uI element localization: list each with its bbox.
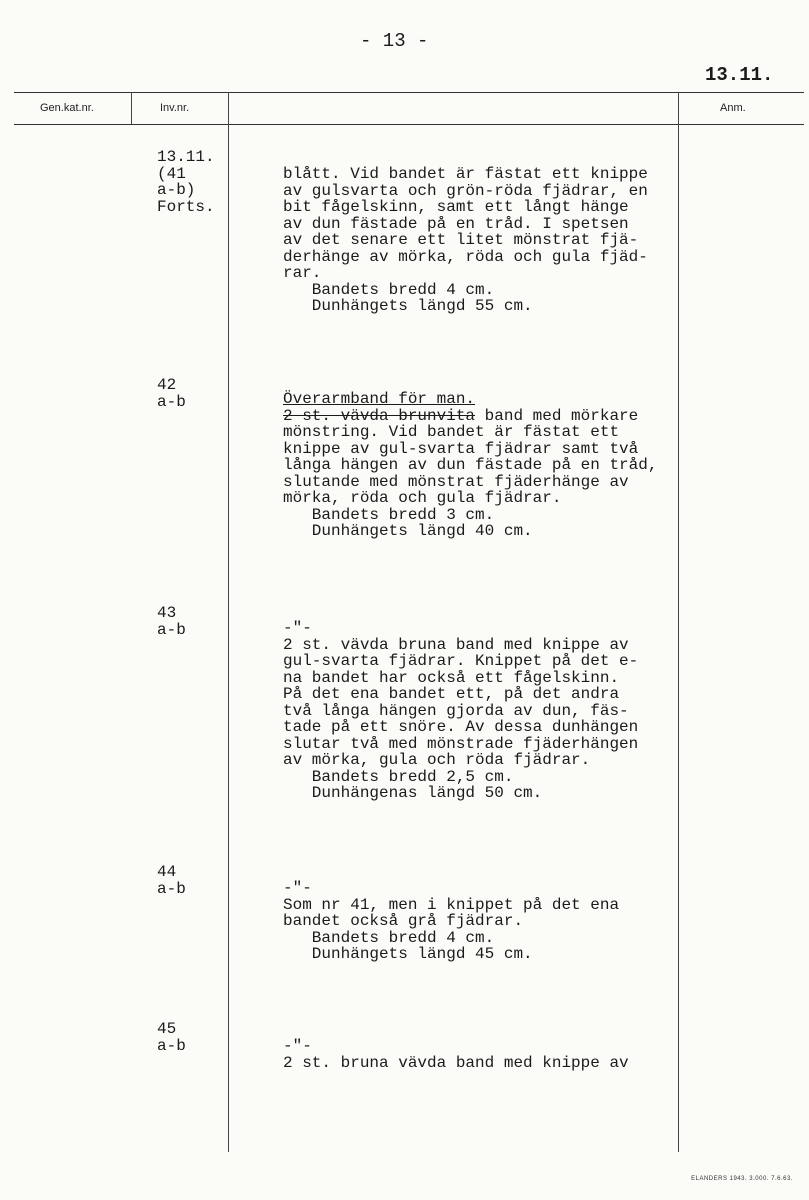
entry-text-41: blått. Vid bandet är fästat ett knippe av gulsvarta och grön-röda fjädrar, en bit fågelskinn, samt ett långt hänge av dun fästade på en tråd. I spetsen av det senare ett litet mönstrat fjä- derhänge av mörka, röda och gula fjäd- rar. Bandets bredd 4 cm. Dunhängets längd 55 cm. xyxy=(283,165,648,315)
inv-number-41: 13.11. (41 a-b) Forts. xyxy=(157,148,215,216)
entry-text-42: Överarmband för man. 2 st. vävda brunvita band med mörkare mönstring. Vid bandet är fästat ett knippe av gul-svarta fjädrar samt två långa hängen av dun fästade på en tråd, slutande med mönstrat fjäderhänge av mörka, röda och gula fjädrar. Bandets bredd 3 cm. Dunhängets längd 40 cm. xyxy=(283,390,658,540)
column-divider-3 xyxy=(678,92,679,1152)
inv-number-42: 42 a-b xyxy=(157,376,186,411)
entry-title-42: Överarmband för man. xyxy=(283,390,476,408)
printer-mark: ELANDERS 1943. 3.000. 7.6.63. xyxy=(691,1176,793,1182)
inv-number-44: 44 a-b xyxy=(157,863,186,898)
ditto-mark: -"- xyxy=(283,1037,312,1055)
column-divider-1 xyxy=(131,92,132,124)
header-inv-nr: Inv.nr. xyxy=(160,102,190,114)
header-anm: Anm. xyxy=(720,102,746,114)
header-bottom-rule xyxy=(14,124,804,125)
entry-text-44: -"- Som nr 41, men i knippet på det ena bandet också grå fjädrar. Bandets bredd 4 cm. Dunhängets längd 45 cm. xyxy=(283,879,620,963)
ditto-mark: -"- xyxy=(283,619,312,637)
page-number: - 13 - xyxy=(360,30,429,52)
card-id: 13.11. xyxy=(705,64,774,86)
inv-number-45: 45 a-b xyxy=(157,1020,186,1055)
entry-text-45: -"- 2 st. bruna vävda band med knippe av xyxy=(283,1037,629,1072)
header-gen-kat-nr: Gen.kat.nr. xyxy=(40,102,94,114)
ditto-mark: -"- xyxy=(283,879,312,897)
table-top-rule xyxy=(14,92,804,93)
entry-text-43: -"- 2 st. vävda bruna band med knippe av gul-svarta fjädrar. Knippet på det e- na bandet har också ett fågelskinn. På det ena bandet ett, på det andra två långa hängen gjorda av dun, fäs- tade på ett snöre. Av dessa dunhängen slutar två med mönstrade fjäderhängen av mörka, gula och röda fjädrar. Bandets bredd 2,5 cm. Dunhängenas längd 50 cm. xyxy=(283,619,639,802)
inv-number-43: 43 a-b xyxy=(157,604,186,639)
